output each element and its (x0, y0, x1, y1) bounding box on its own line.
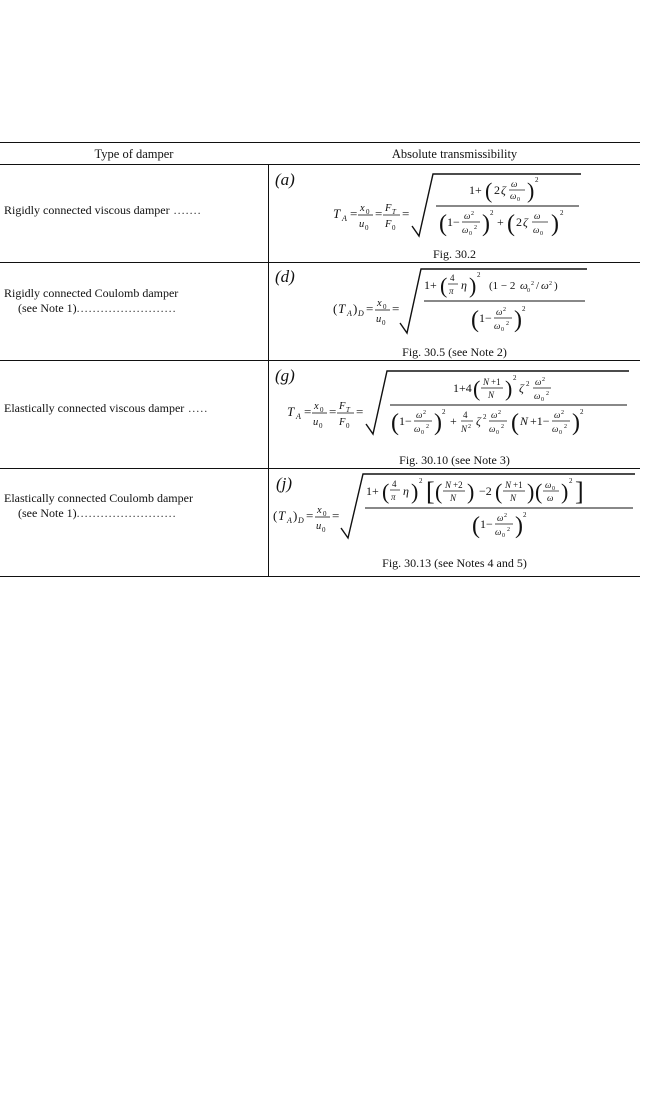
svg-text:2: 2 (560, 209, 564, 217)
svg-text:2: 2 (535, 176, 539, 184)
svg-text:x: x (317, 505, 322, 516)
row-tag: (j) (276, 474, 293, 493)
svg-text:): ) (353, 301, 358, 316)
svg-text:N: N (461, 424, 468, 434)
svg-text:T: T (278, 508, 286, 523)
svg-text:): ) (572, 410, 580, 436)
svg-text:2: 2 (564, 424, 567, 430)
svg-text:x: x (377, 298, 382, 309)
column-header-absolute-transmissibility: Absolute transmissibility (391, 147, 518, 161)
svg-text:1−: 1− (447, 215, 460, 229)
svg-text:ω: ω (494, 321, 501, 331)
svg-text:F: F (339, 417, 346, 428)
svg-text:=: = (402, 206, 410, 221)
svg-text:2: 2 (507, 527, 510, 533)
svg-text:0: 0 (517, 197, 520, 203)
damper-type-label: Elastically connected viscous damper (4, 401, 185, 415)
svg-text:2: 2 (419, 477, 423, 485)
svg-text:1+4: 1+4 (453, 381, 472, 395)
svg-text:ω: ω (535, 377, 542, 387)
svg-text:2: 2 (549, 281, 552, 287)
row-separator (0, 360, 640, 361)
row-tag: (d) (275, 267, 295, 286)
svg-text:2: 2 (483, 413, 487, 421)
svg-text:=: = (306, 508, 314, 523)
svg-text:N: N (483, 377, 490, 387)
svg-text:A: A (342, 214, 347, 223)
formula-elastic-viscous (269, 364, 640, 444)
svg-text:2: 2 (474, 225, 477, 231)
svg-text:0: 0 (319, 422, 323, 430)
svg-text:(: ( (535, 479, 543, 504)
svg-text:4: 4 (463, 410, 468, 420)
column-header-type-of-damper: Type of damper (94, 147, 174, 161)
svg-text:+1: +1 (513, 480, 523, 490)
svg-text:N: N (445, 480, 452, 490)
svg-text:π: π (391, 492, 396, 502)
svg-text:): ) (411, 479, 419, 504)
svg-text:ω: ω (534, 211, 541, 221)
row-tag: (a) (275, 170, 295, 189)
svg-text:+: + (450, 414, 457, 428)
formula-elastic-coulomb (269, 470, 640, 550)
svg-text:=: = (332, 508, 340, 523)
table-top-rule (0, 142, 640, 143)
svg-text:): ) (434, 410, 442, 436)
svg-text:4: 4 (392, 479, 397, 489)
svg-text:(: ( (507, 211, 515, 237)
dot-leader: ......................... (76, 301, 177, 315)
svg-text:2: 2 (503, 307, 506, 313)
svg-text:=: = (350, 206, 358, 221)
row-separator (0, 262, 640, 263)
svg-text:ζ: ζ (501, 183, 506, 197)
svg-text:0: 0 (392, 224, 396, 232)
svg-text:T: T (346, 406, 350, 414)
svg-text:ζ: ζ (523, 215, 528, 229)
svg-text:η: η (403, 484, 409, 498)
svg-text:ω: ω (497, 513, 504, 523)
svg-text:ω: ω (547, 493, 554, 503)
svg-text:0: 0 (541, 397, 544, 403)
svg-text:ω: ω (541, 280, 549, 292)
svg-text:D: D (358, 309, 364, 318)
svg-text:): ) (561, 479, 569, 504)
svg-text:(: ( (391, 410, 399, 436)
svg-text:2: 2 (569, 477, 573, 485)
svg-text:A: A (347, 309, 352, 318)
svg-text:u: u (376, 314, 382, 325)
svg-text:1+: 1+ (424, 278, 437, 292)
svg-text:N: N (520, 414, 529, 428)
svg-text:[: [ (426, 477, 435, 506)
svg-text:N: N (488, 390, 495, 400)
svg-text:(: ( (472, 513, 480, 539)
svg-text:2: 2 (426, 424, 429, 430)
svg-text:F: F (385, 219, 392, 230)
figure-reference: Fig. 30.2 (432, 247, 476, 261)
svg-text:): ) (469, 273, 477, 298)
svg-text:0: 0 (322, 526, 326, 534)
svg-text:0: 0 (346, 422, 350, 430)
svg-text:ω: ω (545, 480, 552, 490)
svg-text:0: 0 (383, 303, 387, 311)
svg-text:ω: ω (462, 225, 469, 235)
figure-reference: Fig. 30.5 (see Note 2) (402, 345, 507, 359)
svg-text:=: = (304, 404, 312, 419)
svg-text:): ) (527, 178, 535, 203)
svg-text:(: ( (273, 508, 278, 523)
svg-text:2: 2 (506, 321, 509, 327)
svg-text:0: 0 (382, 319, 386, 327)
svg-text:η: η (461, 278, 467, 292)
svg-text:ω: ω (552, 424, 559, 434)
svg-text:π: π (449, 286, 454, 296)
svg-text:]: ] (575, 477, 584, 506)
formula-graphic (269, 470, 640, 550)
row-tag: (g) (275, 366, 295, 385)
damper-type-rigid-coulomb (4, 286, 266, 316)
svg-text:ω: ω (534, 391, 541, 401)
svg-text:0: 0 (365, 224, 369, 232)
svg-text:2: 2 (442, 408, 446, 416)
svg-text:ω: ω (416, 410, 423, 420)
svg-text:(: ( (511, 410, 519, 436)
svg-text:ω: ω (511, 179, 518, 189)
svg-text:0: 0 (323, 510, 327, 518)
formula-rigid-viscous (269, 168, 640, 248)
svg-text:2: 2 (522, 305, 526, 313)
svg-text:=: = (392, 301, 400, 316)
dot-leader: ....... (169, 203, 202, 217)
svg-text:=: = (375, 206, 383, 221)
svg-text:ζ: ζ (476, 414, 481, 428)
damper-type-label: Elastically connected Coulomb damper (4, 491, 193, 505)
svg-text:(: ( (471, 307, 479, 333)
svg-text:+2: +2 (453, 480, 463, 490)
svg-text:2: 2 (423, 410, 426, 416)
note-reference: (see Note 1) (18, 301, 77, 315)
svg-text:(: ( (382, 479, 390, 504)
svg-text:0: 0 (421, 430, 424, 436)
damper-type-rigid-viscous (4, 203, 266, 218)
svg-text:2: 2 (477, 271, 481, 279)
svg-text:N: N (505, 480, 512, 490)
svg-text:2: 2 (513, 374, 517, 382)
svg-text:4: 4 (450, 273, 455, 283)
dot-leader: ..... (184, 401, 209, 415)
svg-text:=: = (356, 404, 364, 419)
svg-text:): ) (514, 307, 522, 333)
svg-text:(: ( (333, 301, 338, 316)
svg-text:1−: 1− (480, 517, 493, 531)
formula-graphic (269, 265, 640, 345)
svg-text:T: T (338, 301, 346, 316)
svg-text:2: 2 (504, 513, 507, 519)
svg-text:2: 2 (501, 424, 504, 430)
svg-text:2: 2 (498, 410, 501, 416)
svg-text:(: ( (439, 211, 447, 237)
svg-text:ω: ω (489, 424, 496, 434)
svg-text:1+: 1+ (366, 484, 379, 498)
svg-text:/: / (536, 280, 540, 292)
svg-text:T: T (287, 404, 295, 419)
figure-reference: Fig. 30.10 (see Note 3) (399, 453, 510, 467)
svg-text:A: A (296, 412, 301, 421)
svg-text:x: x (314, 401, 319, 412)
svg-text:(: ( (473, 376, 481, 401)
svg-text:0: 0 (496, 430, 499, 436)
svg-text:0: 0 (540, 231, 543, 237)
svg-text:(1 − 2: (1 − 2 (489, 280, 516, 292)
svg-text:2: 2 (490, 209, 494, 217)
svg-text:0: 0 (527, 288, 530, 294)
svg-text:2: 2 (580, 408, 584, 416)
svg-text:ω: ω (491, 410, 498, 420)
svg-text:(: ( (440, 273, 448, 298)
svg-text:1−: 1− (479, 311, 492, 325)
svg-text:): ) (467, 479, 475, 504)
row-separator (0, 468, 640, 469)
svg-text:D: D (298, 516, 304, 525)
damper-type-label: Rigidly connected viscous damper (4, 203, 170, 217)
svg-text:−2: −2 (479, 484, 492, 498)
svg-text:u: u (313, 417, 319, 428)
svg-text:): ) (527, 479, 535, 504)
svg-text:0: 0 (320, 406, 324, 414)
formula-graphic (269, 168, 640, 248)
svg-text:A: A (287, 516, 292, 525)
svg-text:ω: ω (496, 307, 503, 317)
svg-text:x: x (360, 203, 365, 214)
svg-text:2: 2 (531, 281, 534, 287)
svg-text:0: 0 (552, 486, 555, 492)
svg-text:N: N (450, 493, 457, 503)
svg-text:ω: ω (533, 225, 540, 235)
svg-text:ω: ω (495, 527, 502, 537)
svg-text:1−: 1− (399, 414, 412, 428)
note-reference: (see Note 1) (18, 506, 77, 520)
table-header-rule (0, 164, 640, 165)
svg-text:=: = (366, 301, 374, 316)
svg-text:ω: ω (510, 191, 517, 201)
svg-text:=: = (329, 404, 337, 419)
svg-text:): ) (515, 513, 523, 539)
svg-text:0: 0 (366, 208, 370, 216)
svg-text:ζ: ζ (519, 381, 524, 395)
svg-text:F: F (385, 203, 392, 214)
svg-text:2: 2 (516, 215, 522, 229)
svg-text:+1: +1 (491, 377, 501, 387)
svg-text:): ) (551, 211, 559, 237)
svg-text:0: 0 (469, 231, 472, 237)
svg-text:): ) (482, 211, 490, 237)
svg-text:+1−: +1− (530, 414, 550, 428)
svg-text:ω: ω (464, 211, 471, 221)
damper-type-elastic-coulomb (4, 491, 266, 521)
svg-text:2: 2 (561, 410, 564, 416)
svg-text:): ) (293, 508, 298, 523)
figure-reference: Fig. 30.13 (see Notes 4 and 5) (382, 556, 527, 570)
svg-text:0: 0 (559, 430, 562, 436)
svg-text:ω: ω (554, 410, 561, 420)
svg-text:2: 2 (468, 424, 471, 430)
svg-text:1+: 1+ (469, 183, 482, 197)
svg-text:ω: ω (520, 280, 528, 292)
svg-text:u: u (316, 521, 322, 532)
damper-type-elastic-viscous (4, 401, 266, 416)
svg-text:(: ( (435, 479, 443, 504)
svg-text:T: T (333, 206, 341, 221)
dot-leader: ......................... (76, 506, 177, 520)
table-bottom-rule (0, 576, 640, 577)
svg-text:2: 2 (471, 211, 474, 217)
svg-text:N: N (510, 493, 517, 503)
svg-text:+: + (497, 215, 504, 229)
formula-rigid-coulomb (269, 265, 640, 345)
svg-text:2: 2 (494, 183, 500, 197)
svg-text:u: u (359, 219, 365, 230)
svg-text:T: T (392, 208, 396, 216)
svg-text:0: 0 (502, 533, 505, 539)
svg-text:): ) (505, 376, 513, 401)
svg-text:2: 2 (542, 377, 545, 383)
damper-type-label: Rigidly connected Coulomb damper (4, 286, 179, 300)
svg-text:(: ( (495, 479, 503, 504)
svg-text:(: ( (485, 178, 493, 203)
svg-text:F: F (339, 401, 346, 412)
svg-text:2: 2 (526, 380, 530, 388)
svg-text:0: 0 (501, 327, 504, 333)
svg-text:): ) (554, 280, 558, 292)
formula-graphic (269, 364, 640, 454)
svg-text:2: 2 (523, 511, 527, 519)
svg-text:ω: ω (414, 424, 421, 434)
svg-text:2: 2 (546, 391, 549, 397)
